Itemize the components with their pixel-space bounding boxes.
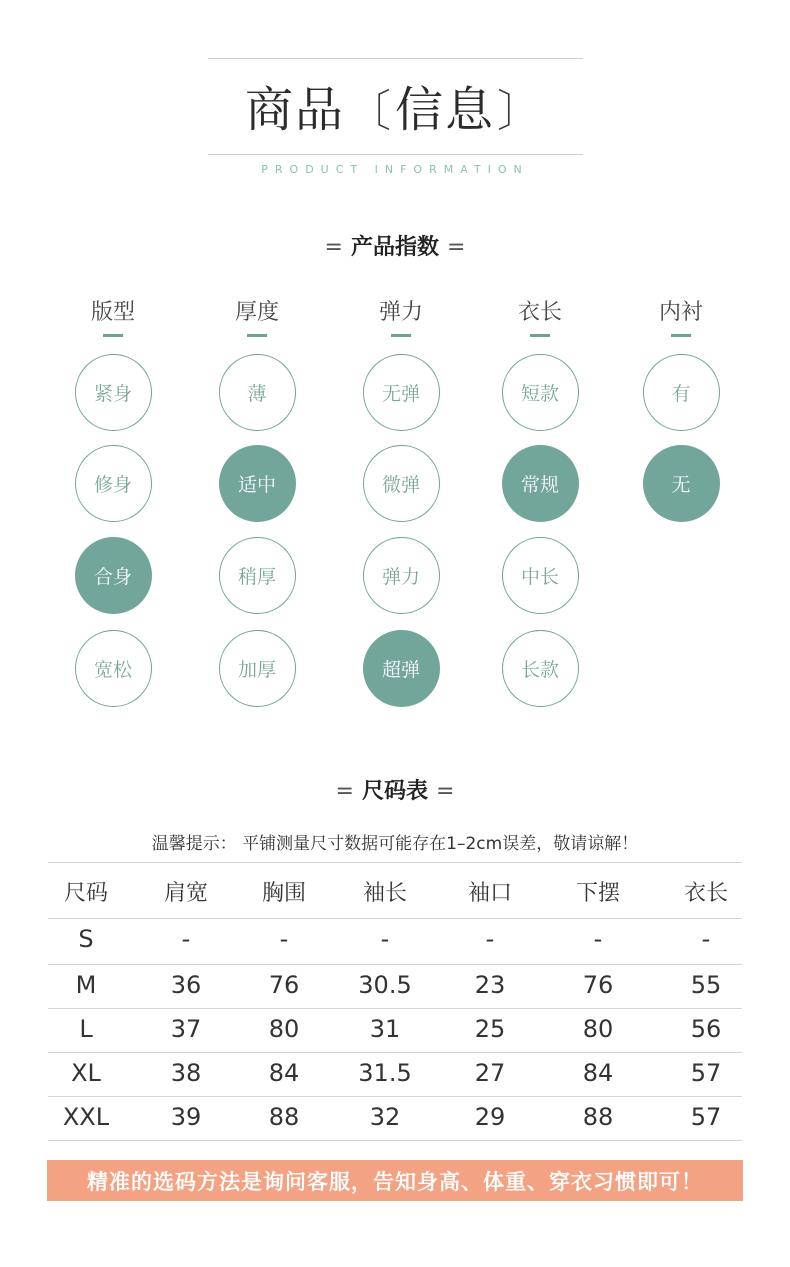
table-cell: 39: [170, 1103, 202, 1131]
table-cell: 25: [474, 1015, 506, 1043]
index-option-selected: 适中: [219, 445, 296, 522]
table-size-label: L: [79, 1015, 93, 1043]
table-cell: 31: [369, 1015, 401, 1043]
table-cell: -: [181, 925, 191, 953]
index-column-underline: [103, 334, 123, 337]
index-option: 稍厚: [219, 537, 296, 614]
table-cell: 29: [474, 1103, 506, 1131]
table-header-cell: 尺码: [63, 881, 108, 906]
index-column-underline: [671, 334, 691, 337]
index-option: 宽松: [75, 630, 152, 707]
size-note: 温馨提示： 平铺测量尺寸数据可能存在1–2cm误差，敬请谅解！: [151, 834, 639, 854]
header-top-rule: [208, 58, 583, 59]
title-eq-right: =: [436, 779, 455, 804]
table-cell: 80: [582, 1015, 614, 1043]
table-cell: 55: [690, 971, 722, 999]
table-cell: 57: [690, 1103, 722, 1131]
index-column-underline: [391, 334, 411, 337]
index-section-title: [0, 230, 790, 261]
index-title-text: 产品指数: [350, 235, 439, 260]
sizing-tip-banner: 精准的选码方法是询问客服，告知身高、体重、穿衣习惯即可！: [47, 1160, 743, 1201]
title-bracket-close: 〕: [497, 86, 544, 137]
table-cell: 36: [170, 971, 202, 999]
table-cell: -: [485, 925, 495, 953]
table-cell: 56: [690, 1015, 722, 1043]
page-subtitle: PRODUCT INFORMATION: [261, 163, 529, 176]
table-rule: [48, 918, 742, 919]
title-eq-right: =: [447, 235, 466, 260]
index-option: 微弹: [363, 445, 440, 522]
index-option: 有: [643, 354, 720, 431]
table-header-cell: 肩宽: [163, 881, 208, 906]
table-size-label: XL: [71, 1059, 101, 1087]
index-option: 薄: [219, 354, 296, 431]
table-cell: 27: [474, 1059, 506, 1087]
title-eq-left: =: [324, 235, 343, 260]
table-rule: [48, 1140, 742, 1141]
index-option: 短款: [502, 354, 579, 431]
table-cell: 76: [582, 971, 614, 999]
table-header-cell: 下摆: [575, 881, 620, 906]
table-cell: 32: [369, 1103, 401, 1131]
title-accent: 信息: [395, 82, 496, 138]
index-column-label: 衣长: [517, 300, 562, 325]
table-size-label: S: [78, 925, 94, 953]
index-column-label: 版型: [90, 300, 135, 325]
table-cell: -: [701, 925, 711, 953]
table-cell: 88: [268, 1103, 300, 1131]
index-option: 长款: [502, 630, 579, 707]
table-cell: 76: [268, 971, 300, 999]
table-cell: 38: [170, 1059, 202, 1087]
table-header-cell: 胸围: [261, 881, 306, 906]
index-option-selected: 超弹: [363, 630, 440, 707]
table-size-label: M: [75, 971, 97, 999]
page-title: [0, 78, 790, 144]
table-size-label: XXL: [62, 1103, 110, 1131]
table-cell: 30.5: [358, 971, 412, 999]
table-cell: -: [380, 925, 390, 953]
index-option: 加厚: [219, 630, 296, 707]
index-column-label: 弹力: [378, 300, 423, 325]
table-cell: 84: [582, 1059, 614, 1087]
index-column-underline: [247, 334, 267, 337]
header-bottom-rule: [208, 154, 583, 155]
table-cell: 57: [690, 1059, 722, 1087]
index-option-selected: 合身: [75, 537, 152, 614]
index-option-selected: 常规: [502, 445, 579, 522]
index-option-selected: 无: [643, 445, 720, 522]
table-header-cell: 袖口: [467, 881, 512, 906]
table-cell: 23: [474, 971, 506, 999]
table-rule: [48, 964, 742, 965]
title-main: 商品: [244, 82, 345, 138]
index-option: 弹力: [363, 537, 440, 614]
table-cell: 88: [582, 1103, 614, 1131]
index-column-underline: [530, 334, 550, 337]
table-header-cell: 袖长: [362, 881, 407, 906]
table-rule: [48, 1096, 742, 1097]
title-eq-left: =: [335, 779, 354, 804]
table-rule: [48, 1008, 742, 1009]
index-option: 无弹: [363, 354, 440, 431]
table-cell: 84: [268, 1059, 300, 1087]
table-header-cell: 衣长: [683, 881, 728, 906]
index-option: 紧身: [75, 354, 152, 431]
size-section-title: [0, 774, 790, 805]
table-cell: -: [593, 925, 603, 953]
index-option: 中长: [502, 537, 579, 614]
table-cell: 80: [268, 1015, 300, 1043]
table-cell: 37: [170, 1015, 202, 1043]
table-cell: 31.5: [358, 1059, 412, 1087]
table-rule: [48, 862, 742, 863]
index-option: 修身: [75, 445, 152, 522]
index-column-label: 厚度: [234, 300, 279, 325]
index-column-label: 内衬: [658, 300, 703, 325]
size-title-text: 尺码表: [361, 779, 428, 804]
title-bracket-open: 〔: [347, 86, 393, 137]
table-rule: [48, 1052, 742, 1053]
table-cell: -: [279, 925, 289, 953]
